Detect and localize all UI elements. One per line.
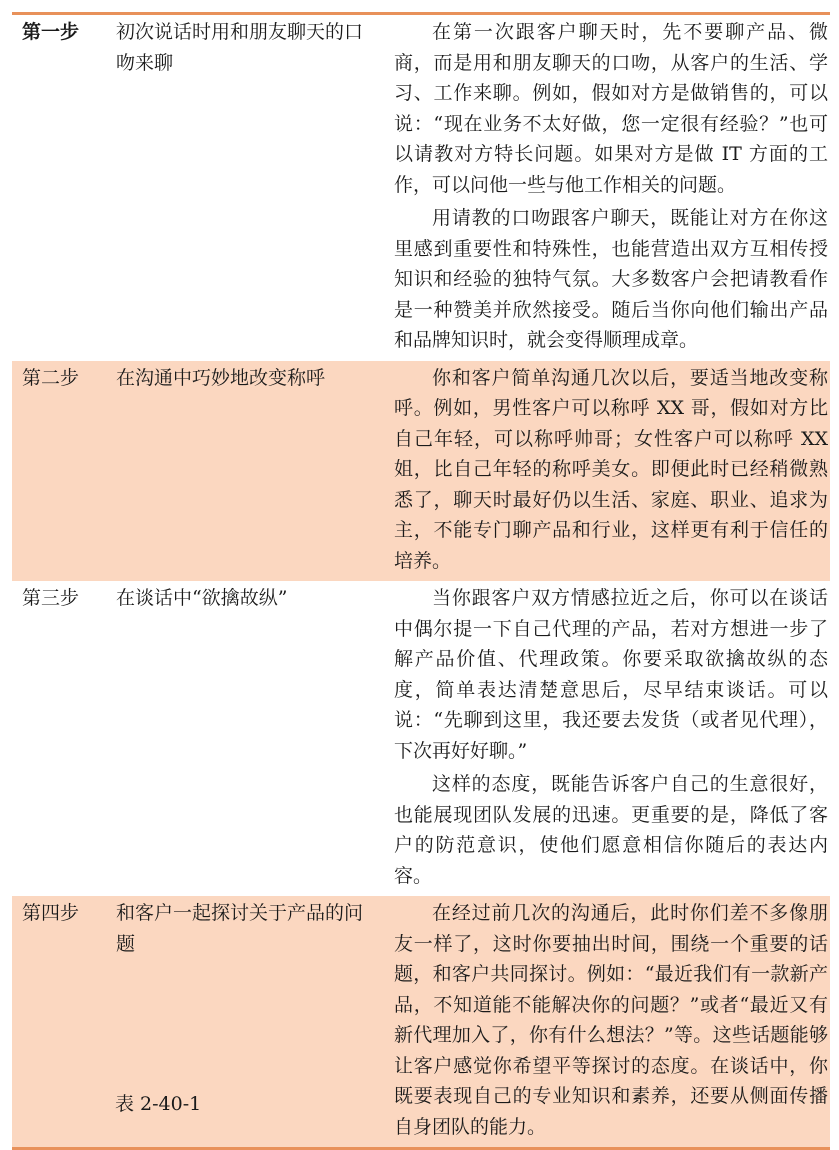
table-row <box>12 581 830 896</box>
step-description <box>386 581 830 896</box>
step-label: 第一步 <box>22 21 80 43</box>
description-paragraph: 这样的态度，既能告诉客户自己的生意很好，也能展现团队发展的迅速。更重要的是，降低了客户的防范意识，使他们愿意相信你随后的表达内容。 <box>394 773 828 887</box>
step-label: 第四步 <box>22 902 80 924</box>
step-title: 和客户一起探讨关于产品的问题 <box>116 902 364 955</box>
steps-table <box>12 12 830 1150</box>
step-title: 初次说话时用和朋友聊天的口吻来聊 <box>116 21 364 74</box>
step-description <box>386 361 830 582</box>
description-paragraph: 你和客户简单沟通几次以后，要适当地改变称呼。例如，男性客户可以称呼 XX 哥，假如对方比自己年轻，可以称呼帅哥；女性客户可以称呼 XX 姐，比自己年轻的称呼美女。即便此时已经稍微熟悉了，聊天时最好仍以生活、家庭、职业、追求为主，不能专门聊产品和行业，这样更有利于信任的培养。 <box>394 366 828 572</box>
step-title: 在谈话中“欲擒故纵” <box>116 587 288 609</box>
description-paragraph: 当你跟客户双方情感拉近之后，你可以在谈话中偶尔提一下自己代理的产品，若对方想进一步了解产品价值、代理政策。你要采取欲擒故纵的态度，简单表达清楚意思后，尽早结束谈话。可以说：“先聊到这里，我还要去发货（或者见代理），下次再好好聊。” <box>394 587 828 762</box>
step-label: 第二步 <box>22 366 80 389</box>
step-label: 第三步 <box>22 587 80 609</box>
table-row <box>12 15 830 361</box>
step-title: 在沟通中巧妙地改变称呼 <box>116 366 326 389</box>
step-description <box>386 896 830 1147</box>
table-row <box>12 361 830 582</box>
table-caption: 表 2-40-1 <box>115 1093 202 1115</box>
description-paragraph: 用请教的口吻跟客户聊天，既能让对方在你这里感到重要性和特殊性，也能营造出双方互相传授知识和经验的独特气氛。大多数客户会把请教看作是一种赞美并欣然接受。随后当你向他们输出产品和品牌知识时，就会变得顺理成章。 <box>394 207 828 351</box>
step-description <box>386 15 830 361</box>
description-paragraph: 在第一次跟客户聊天时，先不要聊产品、微商，而是用和朋友聊天的口吻，从客户的生活、学习、工作来聊。例如，假如对方是做销售的，可以说：“现在业务不太好做，您一定很有经验？”也可以请教对方特长问题。如果对方是做 IT 方面的工作，可以问他一些与他工作相关的问题。 <box>394 21 828 196</box>
description-paragraph: 在经过前几次的沟通后，此时你们差不多像朋友一样了，这时你要抽出时间，围绕一个重要的话题，和客户共同探讨。例如：“最近我们有一款新产品，不知道能不能解决你的问题？”或者“最近又有新代理加入了，你有什么想法？”等。这些话题能够让客户感觉你希望平等探讨的态度。在谈话中，你既要表现自己的专业知识和素养，还要从侧面传播自身团队的能力。 <box>394 902 828 1138</box>
